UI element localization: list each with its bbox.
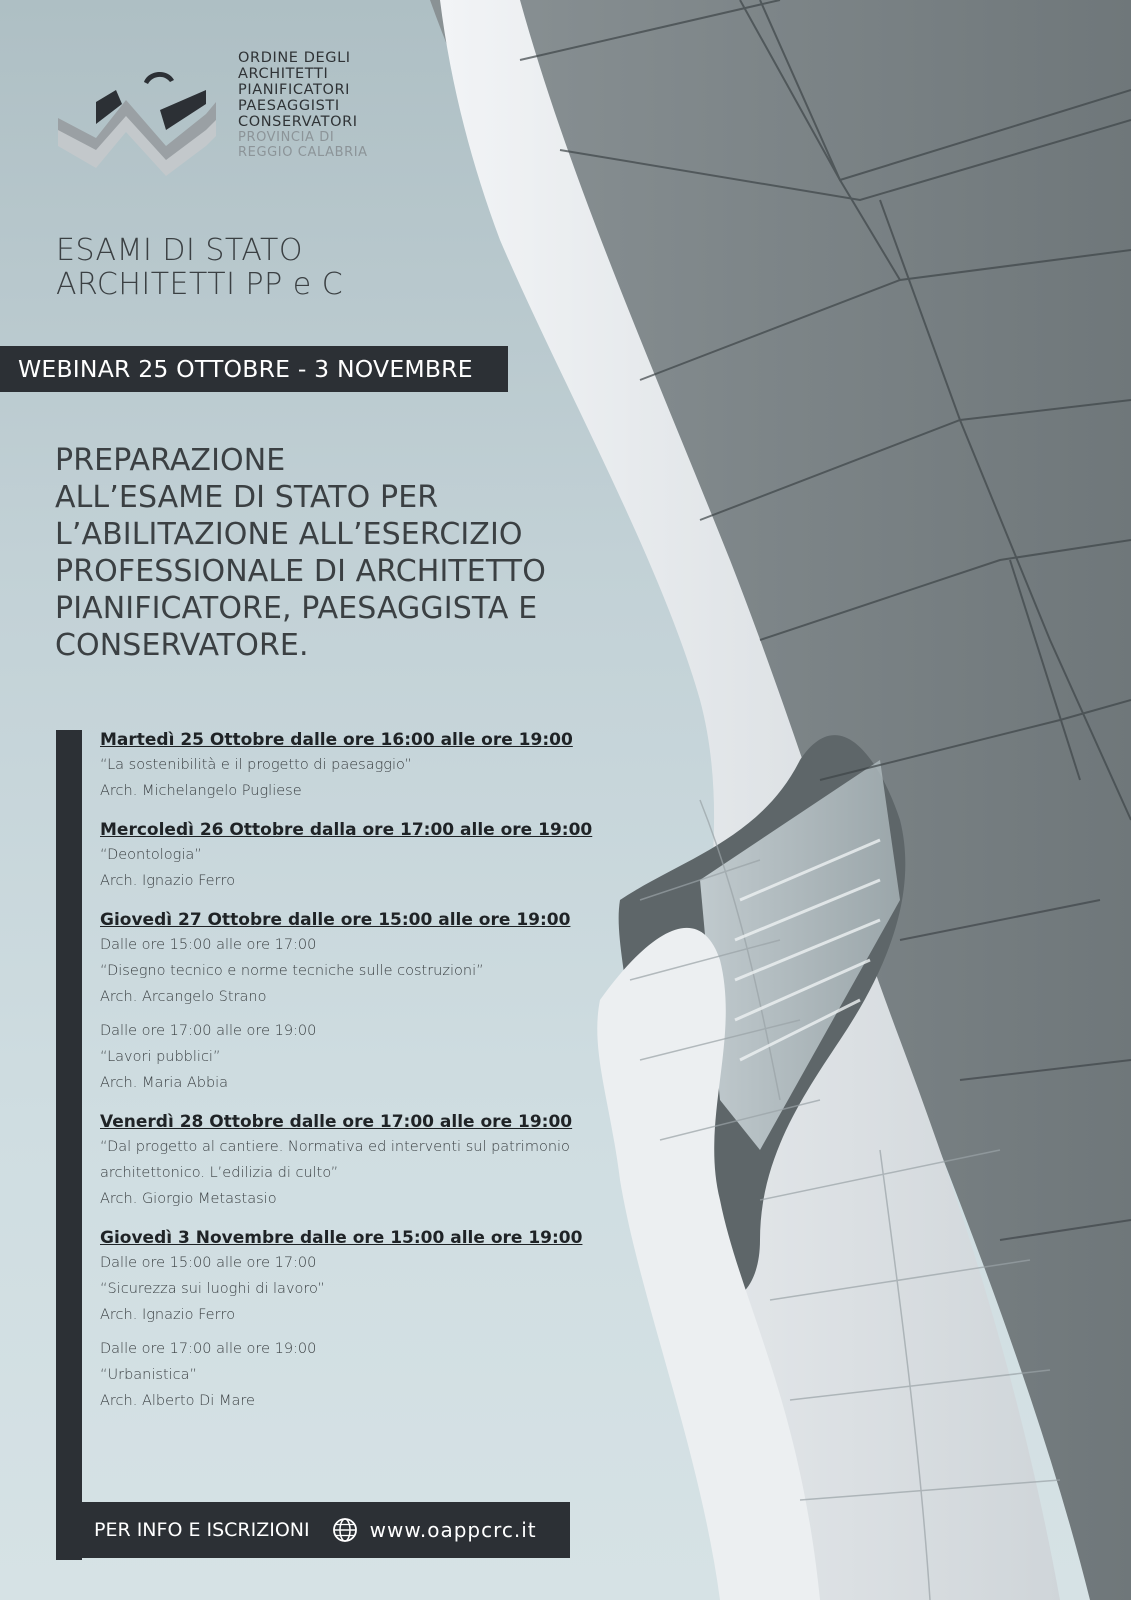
day-title: Martedì 25 Ottobre dalle ore 16:00 alle ore 19:00 bbox=[100, 730, 573, 750]
talk-topic: “Lavori pubblici” bbox=[100, 1049, 221, 1065]
talk-topic-continued: architettonico. L’edilizia di culto” bbox=[100, 1165, 339, 1181]
province-line: REGGIO CALABRIA bbox=[238, 145, 368, 160]
talk-speaker: Arch. Maria Abbia bbox=[100, 1075, 229, 1091]
exam-title-line: ARCHITETTI PP e C bbox=[56, 267, 344, 302]
talk bbox=[100, 1336, 620, 1414]
program-day bbox=[100, 728, 620, 804]
exam-title bbox=[56, 234, 343, 302]
talk-topic: “Deontologia” bbox=[100, 847, 202, 863]
talk-speaker: Arch. Giorgio Metastasio bbox=[100, 1191, 277, 1207]
website-link[interactable]: www.oappcrc.it bbox=[369, 1518, 537, 1542]
order-logo-icon bbox=[56, 60, 236, 180]
day-title: Giovedì 27 Ottobre dalle ore 15:00 alle ore 19:00 bbox=[100, 910, 571, 930]
province-line: PROVINCIA DI bbox=[238, 130, 335, 145]
program-schedule bbox=[100, 728, 620, 1428]
day-title: Venerdì 28 Ottobre dalle ore 17:00 alle ore 19:00 bbox=[100, 1112, 573, 1132]
org-line: ARCHITETTI bbox=[238, 66, 329, 82]
program-day bbox=[100, 818, 620, 894]
talk-topic: “Sicurezza sui luoghi di lavoro” bbox=[100, 1281, 325, 1297]
talk-speaker: Arch. Michelangelo Pugliese bbox=[100, 783, 302, 799]
webinar-banner: WEBINAR 25 OTTOBRE - 3 NOVEMBRE bbox=[0, 346, 508, 392]
day-title: Giovedì 3 Novembre dalle ore 15:00 alle ore 19:00 bbox=[100, 1228, 583, 1248]
talk-topic: “Disegno tecnico e norme tecniche sulle costruzioni” bbox=[100, 963, 484, 979]
program-day bbox=[100, 1226, 620, 1414]
talk-speaker: Arch. Alberto Di Mare bbox=[100, 1393, 255, 1409]
talk-topic: “Dal progetto al cantiere. Normativa ed interventi sul patrimonio bbox=[100, 1139, 570, 1155]
talk-time: Dalle ore 17:00 alle ore 19:00 bbox=[100, 1341, 317, 1357]
org-line: CONSERVATORI bbox=[238, 114, 358, 130]
program-day bbox=[100, 1110, 620, 1212]
headline-line: PROFESSIONALE DI ARCHITETTO bbox=[55, 554, 546, 589]
headline-line: PREPARAZIONE bbox=[55, 443, 286, 478]
talk bbox=[100, 932, 620, 1010]
talk bbox=[100, 1250, 620, 1328]
headline bbox=[55, 442, 615, 664]
talk bbox=[100, 842, 620, 894]
org-line: PAESAGGISTI bbox=[238, 98, 340, 114]
talk bbox=[100, 1018, 620, 1096]
exam-title-line: ESAMI DI STATO bbox=[56, 233, 303, 268]
talk-time: Dalle ore 15:00 alle ore 17:00 bbox=[100, 1255, 317, 1271]
info-label: PER INFO E ISCRIZIONI bbox=[94, 1519, 310, 1541]
talk-topic: “La sostenibilità e il progetto di paesaggio” bbox=[100, 757, 412, 773]
headline-line: L’ABILITAZIONE ALL’ESERCIZIO bbox=[55, 517, 523, 552]
talk-time: Dalle ore 17:00 alle ore 19:00 bbox=[100, 1023, 317, 1039]
talk-time: Dalle ore 15:00 alle ore 17:00 bbox=[100, 937, 317, 953]
talk-topic: “Urbanistica” bbox=[100, 1367, 198, 1383]
footer-info-bar bbox=[70, 1502, 570, 1558]
program-day bbox=[100, 908, 620, 1096]
talk bbox=[100, 752, 620, 804]
headline-line: ALL’ESAME DI STATO PER bbox=[55, 480, 439, 515]
program-vertical-bar bbox=[56, 730, 82, 1560]
talk bbox=[100, 1134, 620, 1212]
headline-line: CONSERVATORE. bbox=[55, 628, 309, 663]
org-line: PIANIFICATORI bbox=[238, 82, 351, 98]
talk-speaker: Arch. Ignazio Ferro bbox=[100, 873, 236, 889]
day-title: Mercoledì 26 Ottobre dalla ore 17:00 alle ore 19:00 bbox=[100, 820, 593, 840]
org-line: ORDINE DEGLI bbox=[238, 50, 351, 66]
talk-speaker: Arch. Ignazio Ferro bbox=[100, 1307, 236, 1323]
headline-line: PIANIFICATORE, PAESAGGISTA E bbox=[55, 591, 538, 626]
globe-icon bbox=[332, 1517, 358, 1543]
talk-speaker: Arch. Arcangelo Strano bbox=[100, 989, 267, 1005]
organization-name bbox=[238, 50, 368, 160]
